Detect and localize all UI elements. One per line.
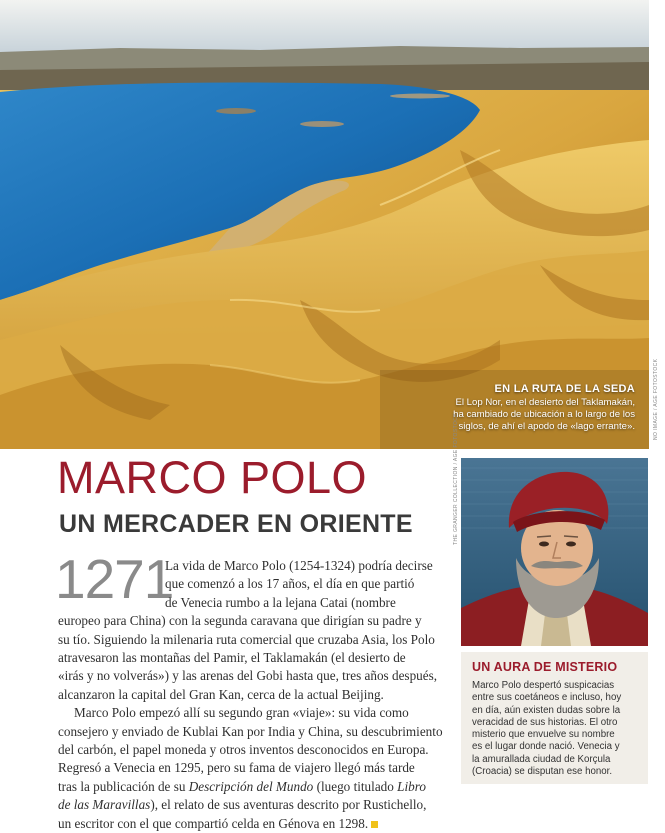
body-text-run: tras la publicación de su <box>58 778 189 794</box>
body-line <box>58 778 451 796</box>
body-line: del carbón, el papel moneda y otros inventos desconocidos en Europa. <box>58 742 429 758</box>
sidebar-line: entre sus coetáneos e incluso, hoy <box>472 692 622 704</box>
book-title-italic: Descripción del Mundo <box>188 778 314 794</box>
body-line: europeo para China) con la segunda caravana que dirigían su padre y <box>58 613 422 629</box>
year-dropcap: 1271 <box>55 548 174 610</box>
book-title-italic: de las Maravillas <box>58 797 151 813</box>
portrait-credit: THE GRANGER COLLECTION / AGE FOTOSTOCK <box>453 413 459 545</box>
body-line: que comenzó a los 17 años, el día en que partió <box>165 576 415 592</box>
book-title-italic: Libro <box>397 778 426 794</box>
body-line: atravesaron las montañas del Pamir, el Taklamakán (el desierto de <box>58 650 406 666</box>
body-line: Regresó a Venecia en 1295, pero su fama de viajero llegó más tarde <box>58 760 415 776</box>
caption-line: siglos, de ahí el apodo de «lago errante». <box>458 421 635 432</box>
body-text-run: ), el relato de sus aventuras descrito por Rustichello, <box>150 797 427 813</box>
article-subtitle: UN MERCADER EN ORIENTE <box>59 510 413 538</box>
paragraph-1 <box>58 557 451 704</box>
article-body <box>58 557 451 833</box>
sidebar-line: Marco Polo despertó suspicacias <box>472 680 615 691</box>
hero-caption-title: EN LA RUTA DE LA SEDA <box>494 383 635 395</box>
portrait-illustration <box>461 458 648 646</box>
body-line <box>58 815 451 833</box>
end-of-article-mark <box>371 821 378 828</box>
body-text-run: un escritor con el que compartió celda en Génova en 1298. <box>58 815 369 831</box>
body-line: La vida de Marco Polo (1254-1324) podría decirse <box>165 558 433 573</box>
sidebar-line: es el lugar donde nació. Venecia y <box>472 741 620 753</box>
sidebar-box <box>461 652 648 784</box>
sidebar-text <box>472 680 644 778</box>
sidebar-line: (Croacia) se disputan ese honor. <box>472 766 613 778</box>
marco-polo-portrait <box>461 458 648 646</box>
sidebar-line: en día, aún existen dudas sobre la <box>472 704 621 716</box>
caption-line: ha cambiado de ubicación a lo largo de los <box>453 409 635 420</box>
body-line <box>58 796 451 814</box>
body-line: de Venecia rumbo a la lejana Catai (nombre <box>165 594 396 610</box>
body-text-run: (luego titulado <box>313 778 398 794</box>
article-title: MARCO POLO <box>57 452 368 503</box>
sidebar-title: UN AURA DE MISTERIO <box>472 660 618 674</box>
sidebar-line: veracidad de sus historias. El otro <box>472 716 618 728</box>
paragraph-2 <box>58 704 451 833</box>
sidebar-line: la amurallada ciudad de Korçula <box>472 753 611 765</box>
body-line: Marco Polo empezó allí su segundo gran «viaje»: su vida como <box>74 705 409 721</box>
caption-line: El Lop Nor, en el desierto del Taklamakán, <box>455 397 635 408</box>
body-line: alcanzaron la capital del Gran Kan, cerca de la actual Beijing. <box>58 686 384 702</box>
body-line: «irás y no volverás») y las arenas del Gobi hasta que, tres años después, <box>58 668 438 684</box>
body-line: su tío. Siguiendo la milenaria ruta comercial que cruzaba Asia, los Polo <box>58 631 435 647</box>
hero-photo-credit: NO IMAGE / AGE FOTOSTOCK <box>653 358 659 440</box>
body-line: consejero y enviado de Kublai Kan por India y China, su descubrimiento <box>58 723 443 739</box>
sidebar-line: misterio que envuelve su nombre <box>472 729 615 741</box>
